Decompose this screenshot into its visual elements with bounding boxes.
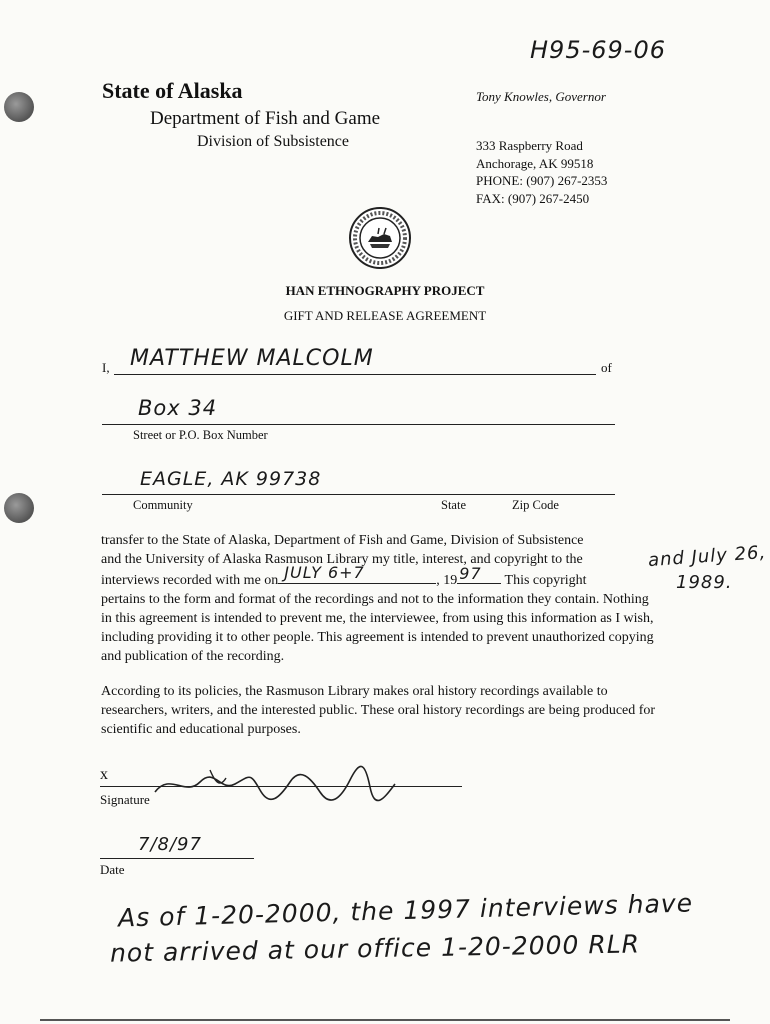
date-label: Date xyxy=(100,862,125,877)
handwritten-signature xyxy=(150,752,400,807)
street-label: Street or P.O. Box Number xyxy=(133,428,268,442)
interview-date-value: JULY 6+7 xyxy=(284,563,365,582)
zip-label: Zip Code xyxy=(512,498,559,512)
interview-date-line xyxy=(101,563,661,590)
paragraph-line: transfer to the State of Alaska, Department of Fish and Game, Division of Subsistence xyxy=(101,533,584,548)
year-prefix: , 19 xyxy=(436,573,458,588)
governor-name: Tony Knowles, Governor xyxy=(476,89,606,104)
library-policy-paragraph: According to its policies, the Rasmuson Library makes oral history recordings available to researchers, writers, and the interested public. These oral history recordings are being produced for scientific and educational purposes. xyxy=(101,684,656,737)
department-name: Department of Fish and Game xyxy=(150,108,381,129)
of-label: of xyxy=(601,360,612,375)
year-field[interactable] xyxy=(457,564,501,584)
scan-edge-divider xyxy=(40,1019,730,1021)
margin-note-line: 1989. xyxy=(676,572,733,593)
state-label: State xyxy=(441,498,466,512)
interview-date-field[interactable] xyxy=(278,563,436,584)
paragraph-rest: pertains to the form and format of the recordings and not to the information they contain. Nothing in this agreement is intended to prevent me, the interviewee, from using this information as I wish, including providing it to other people. This agreement is intended to prevent unauthorized copying and publication of the recording. xyxy=(101,592,654,664)
community-field[interactable] xyxy=(102,468,615,495)
interview-date-pre: interviews recorded with me on xyxy=(101,573,279,588)
file-code: H95-69-06 xyxy=(530,36,666,64)
address-line: 333 Raspberry Road xyxy=(476,138,583,153)
address-block xyxy=(476,137,607,207)
footer-note-line: not arrived at our office 1-20-2000 RLR xyxy=(109,929,641,968)
date-value: 7/8/97 xyxy=(138,834,202,855)
street-field[interactable] xyxy=(102,396,615,425)
address-line: FAX: (907) 267-2450 xyxy=(476,190,590,206)
year-value: 97 xyxy=(459,564,482,583)
address-line: PHONE: (907) 267-2353 xyxy=(476,173,608,188)
punch-hole-top xyxy=(4,92,34,122)
transfer-paragraph xyxy=(101,531,661,666)
community-label: Community xyxy=(133,498,193,512)
name-value: MATTHEW MALCOLM xyxy=(130,346,374,371)
footer-note-line: As of 1-20-2000, the 1997 interviews have xyxy=(117,888,694,933)
division-name: Division of Subsistence xyxy=(197,133,349,150)
community-value: EAGLE, AK 99738 xyxy=(140,468,322,490)
address-line: Anchorage, AK 99518 xyxy=(476,155,594,171)
paragraph-line: and the University of Alaska Rasmuson Library my title, interest, and copyright to the xyxy=(101,552,583,567)
name-field[interactable] xyxy=(114,346,596,375)
signature-x-mark: x xyxy=(100,766,108,783)
street-value: Box 34 xyxy=(138,396,218,420)
punch-hole-middle xyxy=(4,493,34,523)
margin-note-line: and July 26, xyxy=(647,541,767,572)
i-label: I, xyxy=(102,360,110,375)
state-seal-icon xyxy=(348,206,412,270)
interview-date-post: This copyright xyxy=(504,573,587,588)
agreement-title: GIFT AND RELEASE AGREEMENT xyxy=(283,308,487,323)
signature-label: Signature xyxy=(100,792,150,807)
project-title: HAN ETHNOGRAPHY PROJECT xyxy=(285,283,485,298)
date-field[interactable] xyxy=(100,834,254,859)
state-name: State of Alaska xyxy=(102,78,243,103)
